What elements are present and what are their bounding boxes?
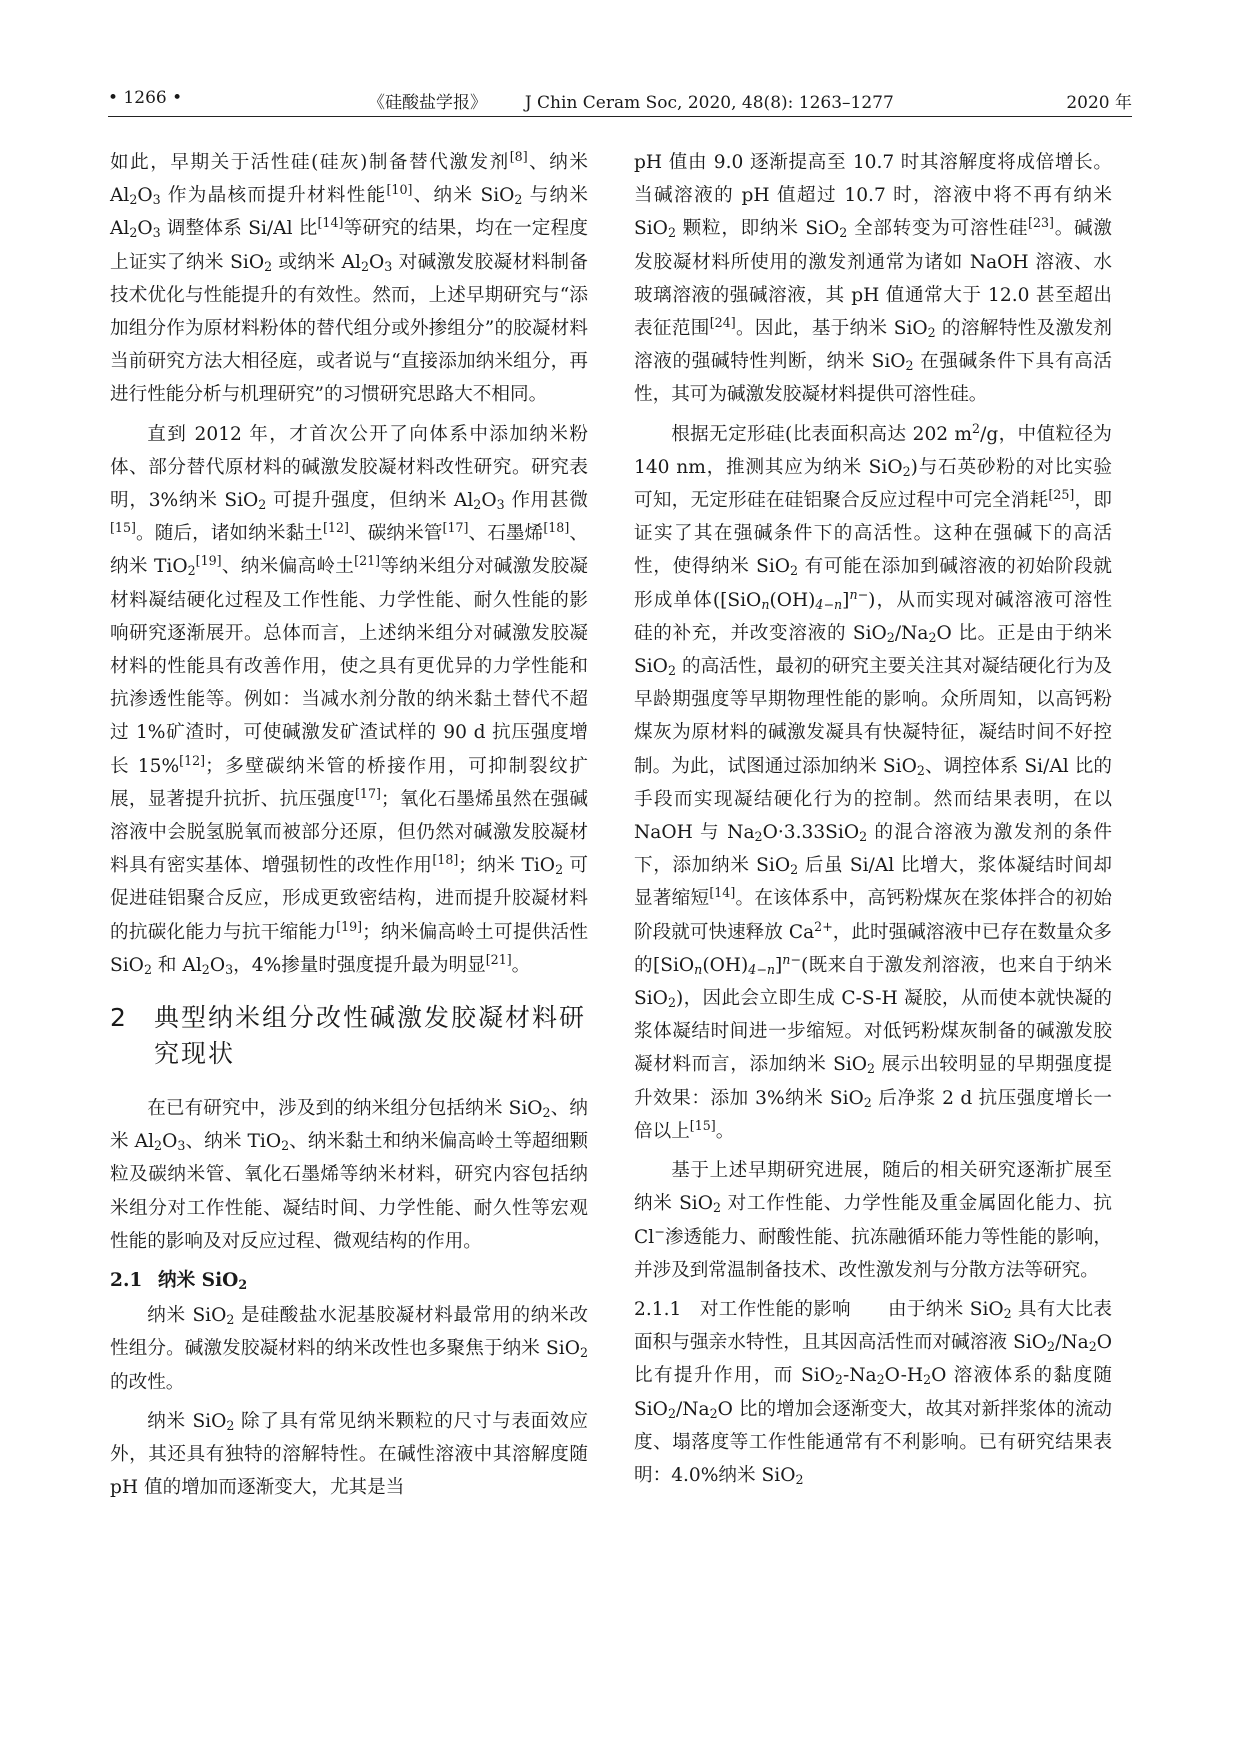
citation-ref: [15] — [689, 1117, 716, 1133]
citation-ref: [18] — [432, 852, 459, 868]
left-paragraph-2: 直到 2012 年，才首次公开了向体系中添加纳米粉体、部分替代原材料的碱激发胶凝材料改性研究。研究表明，3%纳米 SiO$_2$ 可提升强度，但纳米 $Al_2O_3$ 作用甚微[15]。随后，诸如纳米黏土[12]、碳纳米管[17]、石墨烯[18]、纳米 TiO$_2$[19]、纳米偏高岭土[21]等纳米组分对碱激发胶凝材料凝结硬化过程及工作性能、力学性能、耐久性能的影响研究逐渐展开。总体而言，上述纳米组分对碱激发胶凝材料的性能具有改善作用，使之具有更优异的力学性能和抗渗透性能等。例如：当减水剂分散的纳米黏土替代不超过 1%矿渣时，可使碱激发矿渣试样的 90 d 抗压强度增长 15%[12]；多壁碳纳米管的桥接作用，可抑制裂纹扩展，显著提升抗折、抗压强度[17]；氧化石墨烯虽然在强碱溶液中会脱氢脱氧而被部分还原，但仍然对碱激发胶凝材料具有密实基体、增强韧性的改性作用[18]；纳米 TiO$_2$ 可促进硅铝聚合反应，形成更致密结构，进而提升胶凝材料的抗碳化能力与抗干缩能力[19]；纳米偏高岭土可提供活性 SiO$_2$ 和 $Al_2O_3$，4%掺量时强度提升最为明显[21]。 — [110, 423, 588, 978]
citation-ref: [19] — [336, 918, 363, 934]
citation-ref: [17] — [442, 520, 469, 536]
right-paragraph-3: 基于上述早期研究进展，随后的相关研究逐渐扩展至纳米 SiO$_2$ 对工作性能、力学性能及重金属固化能力、抗 Cl−渗透能力、耐酸性能、抗冻融循环能力等性能的影响，并涉及到常温制备技术、改性激发剂与分散方法等研究。 — [634, 1160, 1112, 1281]
subsubsection-number: 2.1.1 — [634, 1298, 682, 1320]
subsection-number: 2.1 — [110, 1270, 143, 1292]
section-title: 典型纳米组分改性碱激发胶凝材料研究现状 — [154, 1003, 587, 1069]
right-column — [634, 146, 1112, 1498]
citation-ref: [14] — [709, 885, 736, 901]
left-paragraph-1: 如此，早期关于活性硅(硅灰)制备替代激发剂[8]、纳米 $Al_2O_3$ 作为晶核而提升材料性能[10]、纳米 SiO$_2$ 与纳米 $Al_2O_3$ 调整体系 Si/Al 比[14]等研究的结果，均在一定程度上证实了纳米 SiO$_2$ 或纳米 $Al_2O_3$ 对碱激发胶凝材料制备技术优化与性能提升的有效性。然而，上述早期研究与“添加组分作为原材料粉体的替代组分或外掺组分”的胶凝材料当前研究方法大相径庭，或者说与“直接添加纳米组分，再进行性能分析与机理研究”的习惯研究思路大不相同。 — [110, 149, 588, 406]
left-column — [110, 146, 588, 1510]
citation-ref: [15] — [110, 520, 136, 536]
citation-ref: [12] — [179, 752, 206, 768]
right-paragraph-2: 根据无定形硅(比表面积高达 202 $m^2/g$，中值粒径为 140 nm，推测其应为纳米 SiO$_2$)与石英砂粉的对比实验可知，无定形硅在硅铝聚合反应过程中可完全消耗[25]，即证实了其在强碱条件下的高活性。这种在强碱下的高活性，使得纳米 SiO$_2$ 有可能在添加到碱溶液的初始阶段就形成单体$([SiO_n(OH)_{4-n}]^{n-})$，从而实现对碱溶液可溶性硅的补充，并改变溶液的 $SiO_2/Na_2O$ 比。正是由于纳米 SiO$_2$ 的高活性，最初的研究主要关注其对凝结硬化行为及早龄期强度等早期物理性能的影响。众所周知，以高钙粉煤灰为原材料的碱激发凝具有快凝特征，凝结时间不好控制。为此，试图通过添加纳米 SiO$_2$、调控体系 Si/Al 比的手段而实现凝结硬化行为的控制。然而结果表明，在以 NaOH 与 $Na_2O\cdot 3.33SiO_2$ 的混合溶液为激发剂的条件下，添加纳米 SiO$_2$ 后虽 Si/Al 比增大，浆体凝结时间却显著缩短[14]。在该体系中，高钙粉煤灰在浆体拌合的初始阶段就可快速释放 $Ca^{2+}$，此时强碱溶液中已存在数量众多的$[SiO_n(OH)_{4-n}]^{n-}$(既来自于激发剂溶液，也来自于纳米 SiO$_2$)，因此会立即生成 C-S-H 凝胶，从而使本就快凝的浆体凝结时间进一步缩短。对低钙粉煤灰制备的碱激发胶凝材料而言，添加纳米 SiO$_2$ 展示出较明显的早期强度提升效果：添加 3%纳米 SiO$_2$ 后净浆 2 d 抗压强度增长一倍以上[15]。 — [634, 420, 1113, 1142]
citation-ref: [21] — [485, 951, 512, 967]
left-paragraph-4: 纳米 SiO$_2$ 是硅酸盐水泥基胶凝材料最常用的纳米改性组分。碱激发胶凝材料的纳米改性也多聚焦于纳米 SiO$_2$ 的改性。 — [110, 1305, 588, 1393]
citation-ref: [8] — [509, 149, 528, 165]
citation-ref: [21] — [354, 553, 381, 569]
citation-ref: [19] — [195, 553, 222, 569]
subsubsection-heading: 对工作性能的影响 — [699, 1298, 851, 1320]
left-paragraph-3: 在已有研究中，涉及到的纳米组分包括纳米 SiO$_2$、纳米 $Al_2O_3$、纳米 TiO$_2$、纳米黏土和纳米偏高岭土等超细颗粒及碳纳米管、氧化石墨烯等纳米材料，研究内容包括纳米组分对工作性能、凝结时间、力学性能、耐久性等宏观性能的影响及对反应过程、微观结构的作用。 — [110, 1098, 588, 1252]
left-paragraph-5: 纳米 SiO$_2$ 除了具有常见纳米颗粒的尺寸与表面效应外，其还具有独特的溶解特性。在碱性溶液中其溶解度随 pH 值的增加而逐渐变大，尤其是当 — [110, 1410, 588, 1499]
header-divider — [108, 116, 1132, 117]
citation-ref: [23] — [1028, 215, 1054, 231]
right-paragraph-4: 2.1.1 对工作性能的影响 由于纳米 SiO$_2$ 具有大比表面积与强亲水特性，且其因高活性而对碱溶液 $SiO_2/Na_2O$ 比有提升作用，而 $SiO_2-Na_2O-H_2O$ 溶液体系的黏度随 $SiO_2/Na_2O$ 比的增加会逐渐变大，故其对新拌浆体的流动度、塌落度等工作性能通常有不利影响。已有研究结果表明：4.0%纳米 SiO$_2$ — [634, 1298, 1113, 1488]
section-number: 2 — [110, 1003, 126, 1033]
section-2-heading — [110, 1000, 588, 1072]
citation-ref: [18] — [543, 520, 570, 536]
page-number: • 1266 • — [108, 88, 183, 108]
right-paragraph-1: pH 值由 9.0 逐渐提高至 10.7 时其溶解度将成倍增长。当碱溶液的 pH 值超过 10.7 时，溶液中将不再有纳米 SiO$_2$ 颗粒，即纳米 SiO$_2$ 全部转变为可溶性硅[23]。碱激发胶凝材料所使用的激发剂通常为诸如 NaOH 溶液、水玻璃溶液的强碱溶液，其 pH 值通常大于 12.0 甚至超出表征范围[24]。因此，基于纳米 SiO$_2$ 的溶解特性及激发剂溶液的强碱特性判断，纳米 SiO$_2$ 在强碱条件下具有高活性，其可为碱激发胶凝材料提供可溶性硅。 — [634, 152, 1112, 406]
subsection-2-1-heading: 2.1 纳米 SiO$_2$ — [110, 1264, 588, 1297]
running-header — [108, 88, 1132, 118]
publication-year: 2020 年 — [1066, 93, 1132, 113]
citation-ref: [25] — [1048, 487, 1075, 503]
citation-ref: [10] — [386, 182, 413, 198]
citation-ref: [14] — [317, 215, 344, 231]
journal-citation: 《硅酸盐学报》 J Chin Ceram Soc, 2020, 48(8): 1263–1277 — [368, 93, 894, 113]
citation-ref: [24] — [709, 315, 736, 331]
citation-ref: [17] — [355, 785, 381, 801]
citation-ref: [12] — [323, 520, 349, 536]
